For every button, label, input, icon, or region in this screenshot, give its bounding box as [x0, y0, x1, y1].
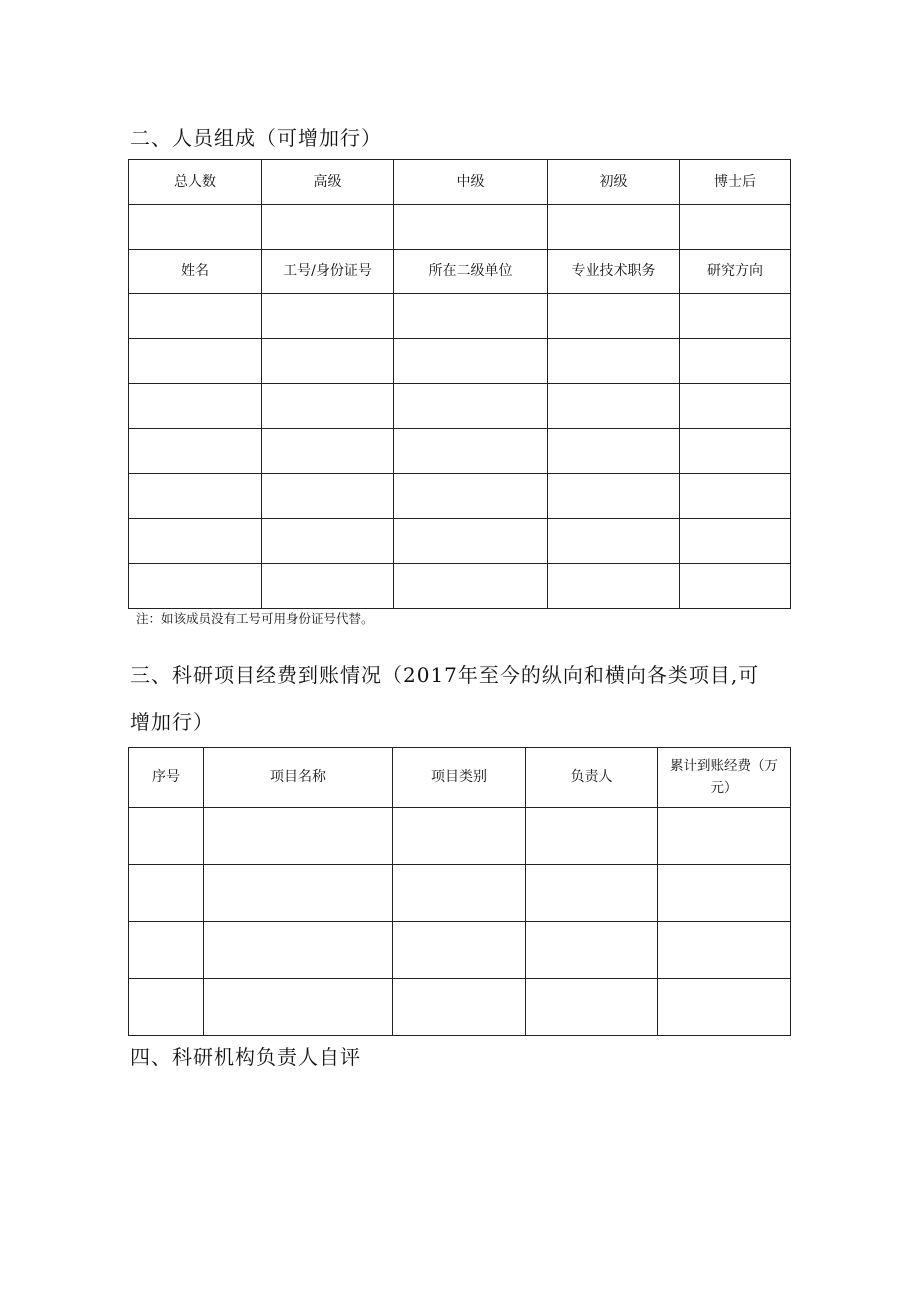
table-cell — [393, 808, 526, 865]
table-row — [129, 339, 791, 384]
table-cell — [204, 979, 393, 1036]
table-cell — [262, 564, 394, 609]
table-cell — [658, 808, 791, 865]
table-row — [129, 564, 791, 609]
table-cell — [680, 429, 791, 474]
header-cell: 负责人 — [526, 748, 658, 808]
table-cell — [526, 922, 658, 979]
table-cell — [680, 519, 791, 564]
table-row — [129, 808, 791, 865]
table-cell — [262, 205, 394, 250]
table-cell — [394, 564, 548, 609]
table-cell — [394, 384, 548, 429]
table-cell — [262, 429, 394, 474]
table-cell — [393, 979, 526, 1036]
table-cell — [394, 519, 548, 564]
table-cell — [548, 564, 680, 609]
table-cell — [658, 865, 791, 922]
header-cell: 姓名 — [129, 250, 262, 294]
table-cell — [548, 519, 680, 564]
table-cell — [548, 339, 680, 384]
table-row — [129, 865, 791, 922]
table-cell — [262, 519, 394, 564]
table-row — [129, 429, 791, 474]
table-row — [129, 474, 791, 519]
table-cell — [680, 474, 791, 519]
table-row — [129, 205, 791, 250]
table-cell — [129, 339, 262, 384]
header-cell: 项目类别 — [393, 748, 526, 808]
table-cell — [548, 384, 680, 429]
table-cell — [204, 922, 393, 979]
table-cell — [680, 564, 791, 609]
table-cell — [394, 294, 548, 339]
table-cell — [129, 205, 262, 250]
header-cell: 中级 — [394, 160, 548, 205]
table-header-row — [129, 748, 791, 808]
table-row — [129, 294, 791, 339]
table-cell — [394, 339, 548, 384]
table-cell — [129, 808, 204, 865]
table-cell — [394, 205, 548, 250]
table-header-row — [129, 160, 791, 205]
header-cell: 初级 — [548, 160, 680, 205]
table-cell — [129, 865, 204, 922]
header-cell: 总人数 — [129, 160, 262, 205]
header-cell: 所在二级单位 — [394, 250, 548, 294]
table-cell — [548, 205, 680, 250]
table-cell — [129, 384, 262, 429]
header-cell: 研究方向 — [680, 250, 791, 294]
table-cell — [393, 922, 526, 979]
table-cell — [394, 474, 548, 519]
table-row — [129, 922, 791, 979]
table-cell — [680, 294, 791, 339]
header-cell: 博士后 — [680, 160, 791, 205]
table-cell — [680, 205, 791, 250]
table-cell — [204, 808, 393, 865]
table-cell — [262, 339, 394, 384]
table-cell — [129, 564, 262, 609]
table-cell — [129, 474, 262, 519]
header-cell: 高级 — [262, 160, 394, 205]
table-row — [129, 519, 791, 564]
table-cell — [680, 339, 791, 384]
section2-title: 二、人员组成（可增加行） — [130, 126, 382, 150]
section3-title-line1: 三、科研项目经费到账情况（2017年至今的纵向和横向各类项目,可 — [130, 663, 760, 687]
table-cell — [658, 979, 791, 1036]
table-cell — [548, 294, 680, 339]
personnel-note: 注：如该成员没有工号可用身份证号代替。 — [136, 611, 374, 626]
table-cell — [526, 865, 658, 922]
table-cell — [262, 474, 394, 519]
header-cell: 项目名称 — [204, 748, 393, 808]
table-cell — [262, 384, 394, 429]
table-cell — [658, 922, 791, 979]
table-row — [129, 384, 791, 429]
table-cell — [262, 294, 394, 339]
header-cell: 序号 — [129, 748, 204, 808]
section4-title: 四、科研机构负责人自评 — [130, 1045, 361, 1069]
funding-table — [128, 747, 791, 1036]
header-cell: 累计到账经费（万元） — [658, 748, 791, 808]
table-cell — [393, 865, 526, 922]
table-cell — [204, 865, 393, 922]
table-cell — [548, 474, 680, 519]
table-cell — [129, 429, 262, 474]
table-cell — [526, 808, 658, 865]
table-cell — [680, 384, 791, 429]
section3-title-line2: 增加行） — [130, 710, 214, 734]
table-cell — [526, 979, 658, 1036]
table-cell — [548, 429, 680, 474]
table-cell — [129, 294, 262, 339]
personnel-table — [128, 159, 791, 609]
header-cell: 工号/身份证号 — [262, 250, 394, 294]
table-row — [129, 979, 791, 1036]
header-cell: 专业技术职务 — [548, 250, 680, 294]
table-cell — [129, 922, 204, 979]
table-cell — [129, 979, 204, 1036]
table-cell — [394, 429, 548, 474]
table-cell — [129, 519, 262, 564]
table-header-row — [129, 250, 791, 294]
